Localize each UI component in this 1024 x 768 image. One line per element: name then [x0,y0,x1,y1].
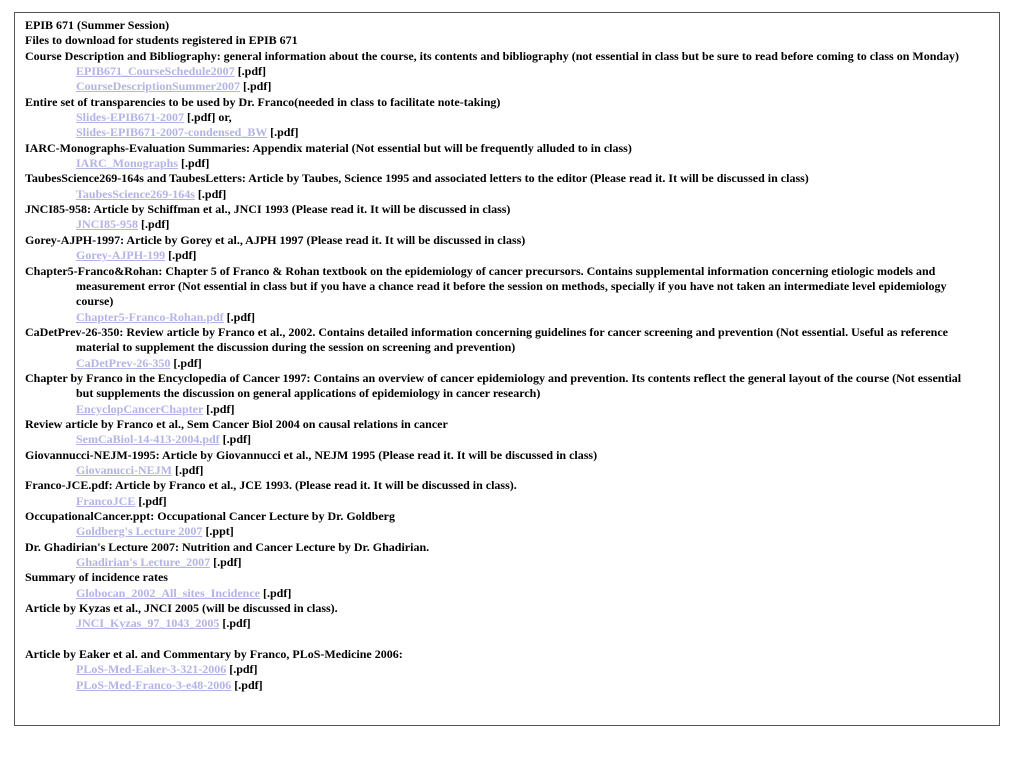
download-link[interactable]: PLoS-Med-Eaker-3-321-2006 [76,662,227,677]
section-description: Review article by Franco et al., Sem Cancer Biol 2004 on causal relations in cancer [25,416,448,431]
section-description: Summary of incidence rates [25,570,168,585]
download-item [25,432,975,447]
section-description: Giovannucci-NEJM-1995: Article by Giovannucci et al., NEJM 1995 (Please read it. It will be discussed in class) [25,447,598,462]
download-link[interactable]: IARC_Monographs [76,156,179,171]
download-link[interactable]: Slides-EPIB671-2007 [76,110,185,125]
download-item [25,79,975,94]
section-description: Article by Kyzas et al., JNCI 2005 (will be discussed in class). [25,601,338,616]
download-item [25,248,975,263]
download-item [25,310,975,325]
download-link[interactable]: EPIB671_CourseSchedule2007 [76,64,235,79]
file-type-label: [.pdf] [223,309,256,324]
download-link[interactable]: Goldberg's Lecture 2007 [76,524,203,539]
download-link[interactable]: Ghadirian's Lecture_2007 [76,555,211,570]
file-type-label: [.pdf] [178,156,210,171]
section-description: IARC-Monographs-Evaluation Summaries: Appendix material (Not essential but will be frequently alluded to in class) [25,140,632,155]
file-type-label: [.ppt] [202,524,234,539]
page-subtitle: Files to download for students registered in EPIB 671 [25,33,298,48]
file-type-label: [.pdf] [267,125,299,140]
download-item [25,555,975,570]
section-description: Course Description and Bibliography: general information about the course, its contents and bibliography (not essential in class but be sure to read before coming to class on Monday) [25,48,960,63]
file-type-label: [.pdf] [219,432,252,447]
download-link[interactable]: Slides-EPIB671-2007-condensed_BW [76,125,268,140]
file-type-label: [.pdf] [135,493,167,508]
file-list [25,18,975,693]
download-item [25,494,975,509]
download-link[interactable]: EncyclopCancerChapter [76,401,204,416]
file-type-label: [.pdf] [210,555,242,570]
download-item [25,356,975,371]
section-description: Entire set of transparencies to be used by Dr. Franco(needed in class to facilitate note-taking) [25,94,501,109]
download-link[interactable]: SemCaBiol-14-413-2004.pdf [76,432,220,447]
download-link[interactable]: Chapter5-Franco-Rohan.pdf [76,309,224,324]
download-item [25,463,975,478]
section-description: Article by Eaker et al. and Commentary by Franco, PLoS-Medicine 2006: [25,647,403,662]
download-link[interactable]: JNCI_Kyzas_97_1043_2005 [76,616,220,631]
page-frame [14,12,1000,726]
download-item [25,187,975,202]
section-description: JNCI85-958: Article by Schiffman et al., JNCI 1993 (Please read it. It will be discussed in class) [25,202,511,217]
file-type-label: [.pdf] [219,616,251,631]
download-link[interactable]: CourseDescriptionSummer2007 [76,79,240,94]
download-link[interactable]: Gorey-AJPH-199 [76,248,166,263]
download-link[interactable]: Giovanucci-NEJM [76,462,172,477]
file-type-label: [.pdf] [203,401,235,416]
file-type-label: [.pdf] [231,677,263,692]
file-type-label: [.pdf] [172,462,204,477]
section-description: OccupationalCancer.ppt: Occupational Cancer Lecture by Dr. Goldberg [25,509,395,523]
download-item [25,64,975,79]
file-type-label: [.pdf] [260,585,292,600]
section-description: Dr. Ghadirian's Lecture 2007: Nutrition and Cancer Lecture by Dr. Ghadirian. [25,539,430,554]
download-item [25,402,975,417]
section-description: CaDetPrev-26-350: Review article by Franco et al., 2002. Contains detailed information concerning guidelines for cancer screening and prevention (Not essential. Useful as reference material to supplement the discussion during the session on screening and prevention) [25,324,948,355]
download-item [25,110,975,125]
download-item [25,156,975,171]
file-type-label: [.pdf] [165,248,197,263]
section-description: Gorey-AJPH-1997: Article by Gorey et al., AJPH 1997 (Please read it. It will be discussed in class) [25,232,526,247]
download-link[interactable]: PLoS-Med-Franco-3-e48-2006 [76,677,232,692]
download-item [25,662,975,677]
file-type-label: [.pdf] [239,79,272,94]
file-type-label: [.pdf] [138,217,170,232]
file-type-label: [.pdf] [194,186,227,201]
download-item [25,125,975,140]
download-link[interactable]: CaDetPrev-26-350 [76,355,171,370]
download-link[interactable]: Globocan_2002_All_sites_Incidence [76,585,261,600]
download-item [25,524,975,539]
section-description: Chapter5-Franco&Rohan: Chapter 5 of Franco & Rohan textbook on the epidemiology of cancer precursors. Contains supplemental information concerning etiologic models and measurement error (Not essential in class but if you have a chance read it before the session on methods, specially if you have not taken an intermediate level epidemiology course) [25,263,947,309]
download-item [25,217,975,232]
download-item [25,678,975,693]
file-type-label: [.pdf] [170,355,202,370]
download-link[interactable]: JNCI85-958 [76,217,138,232]
section-description: Chapter by Franco in the Encyclopedia of Cancer 1997: Contains an overview of cancer epidemiology and prevention. Its contents reflect the general layout of the course (Not essential but supplements the discussion on general applications of epidemiology in cancer research) [25,370,962,401]
download-link[interactable]: FrancoJCE [76,493,136,508]
spacer [25,632,975,647]
download-item [25,586,975,601]
file-type-label: [.pdf] [226,662,258,677]
file-type-label: [.pdf] or, [184,110,232,125]
page-title: EPIB 671 (Summer Session) [25,18,170,32]
file-type-label: [.pdf] [234,64,267,79]
section-description: Franco-JCE.pdf: Article by Franco et al., JCE 1993. (Please read it. It will be discussed in class). [25,478,517,493]
download-item [25,616,975,631]
download-link[interactable]: TaubesScience269-164s [76,186,195,201]
section-description: TaubesScience269-164s and TaubesLetters: Article by Taubes, Science 1995 and associated letters to the editor (Please read it. It will be discussed in class) [25,171,809,186]
